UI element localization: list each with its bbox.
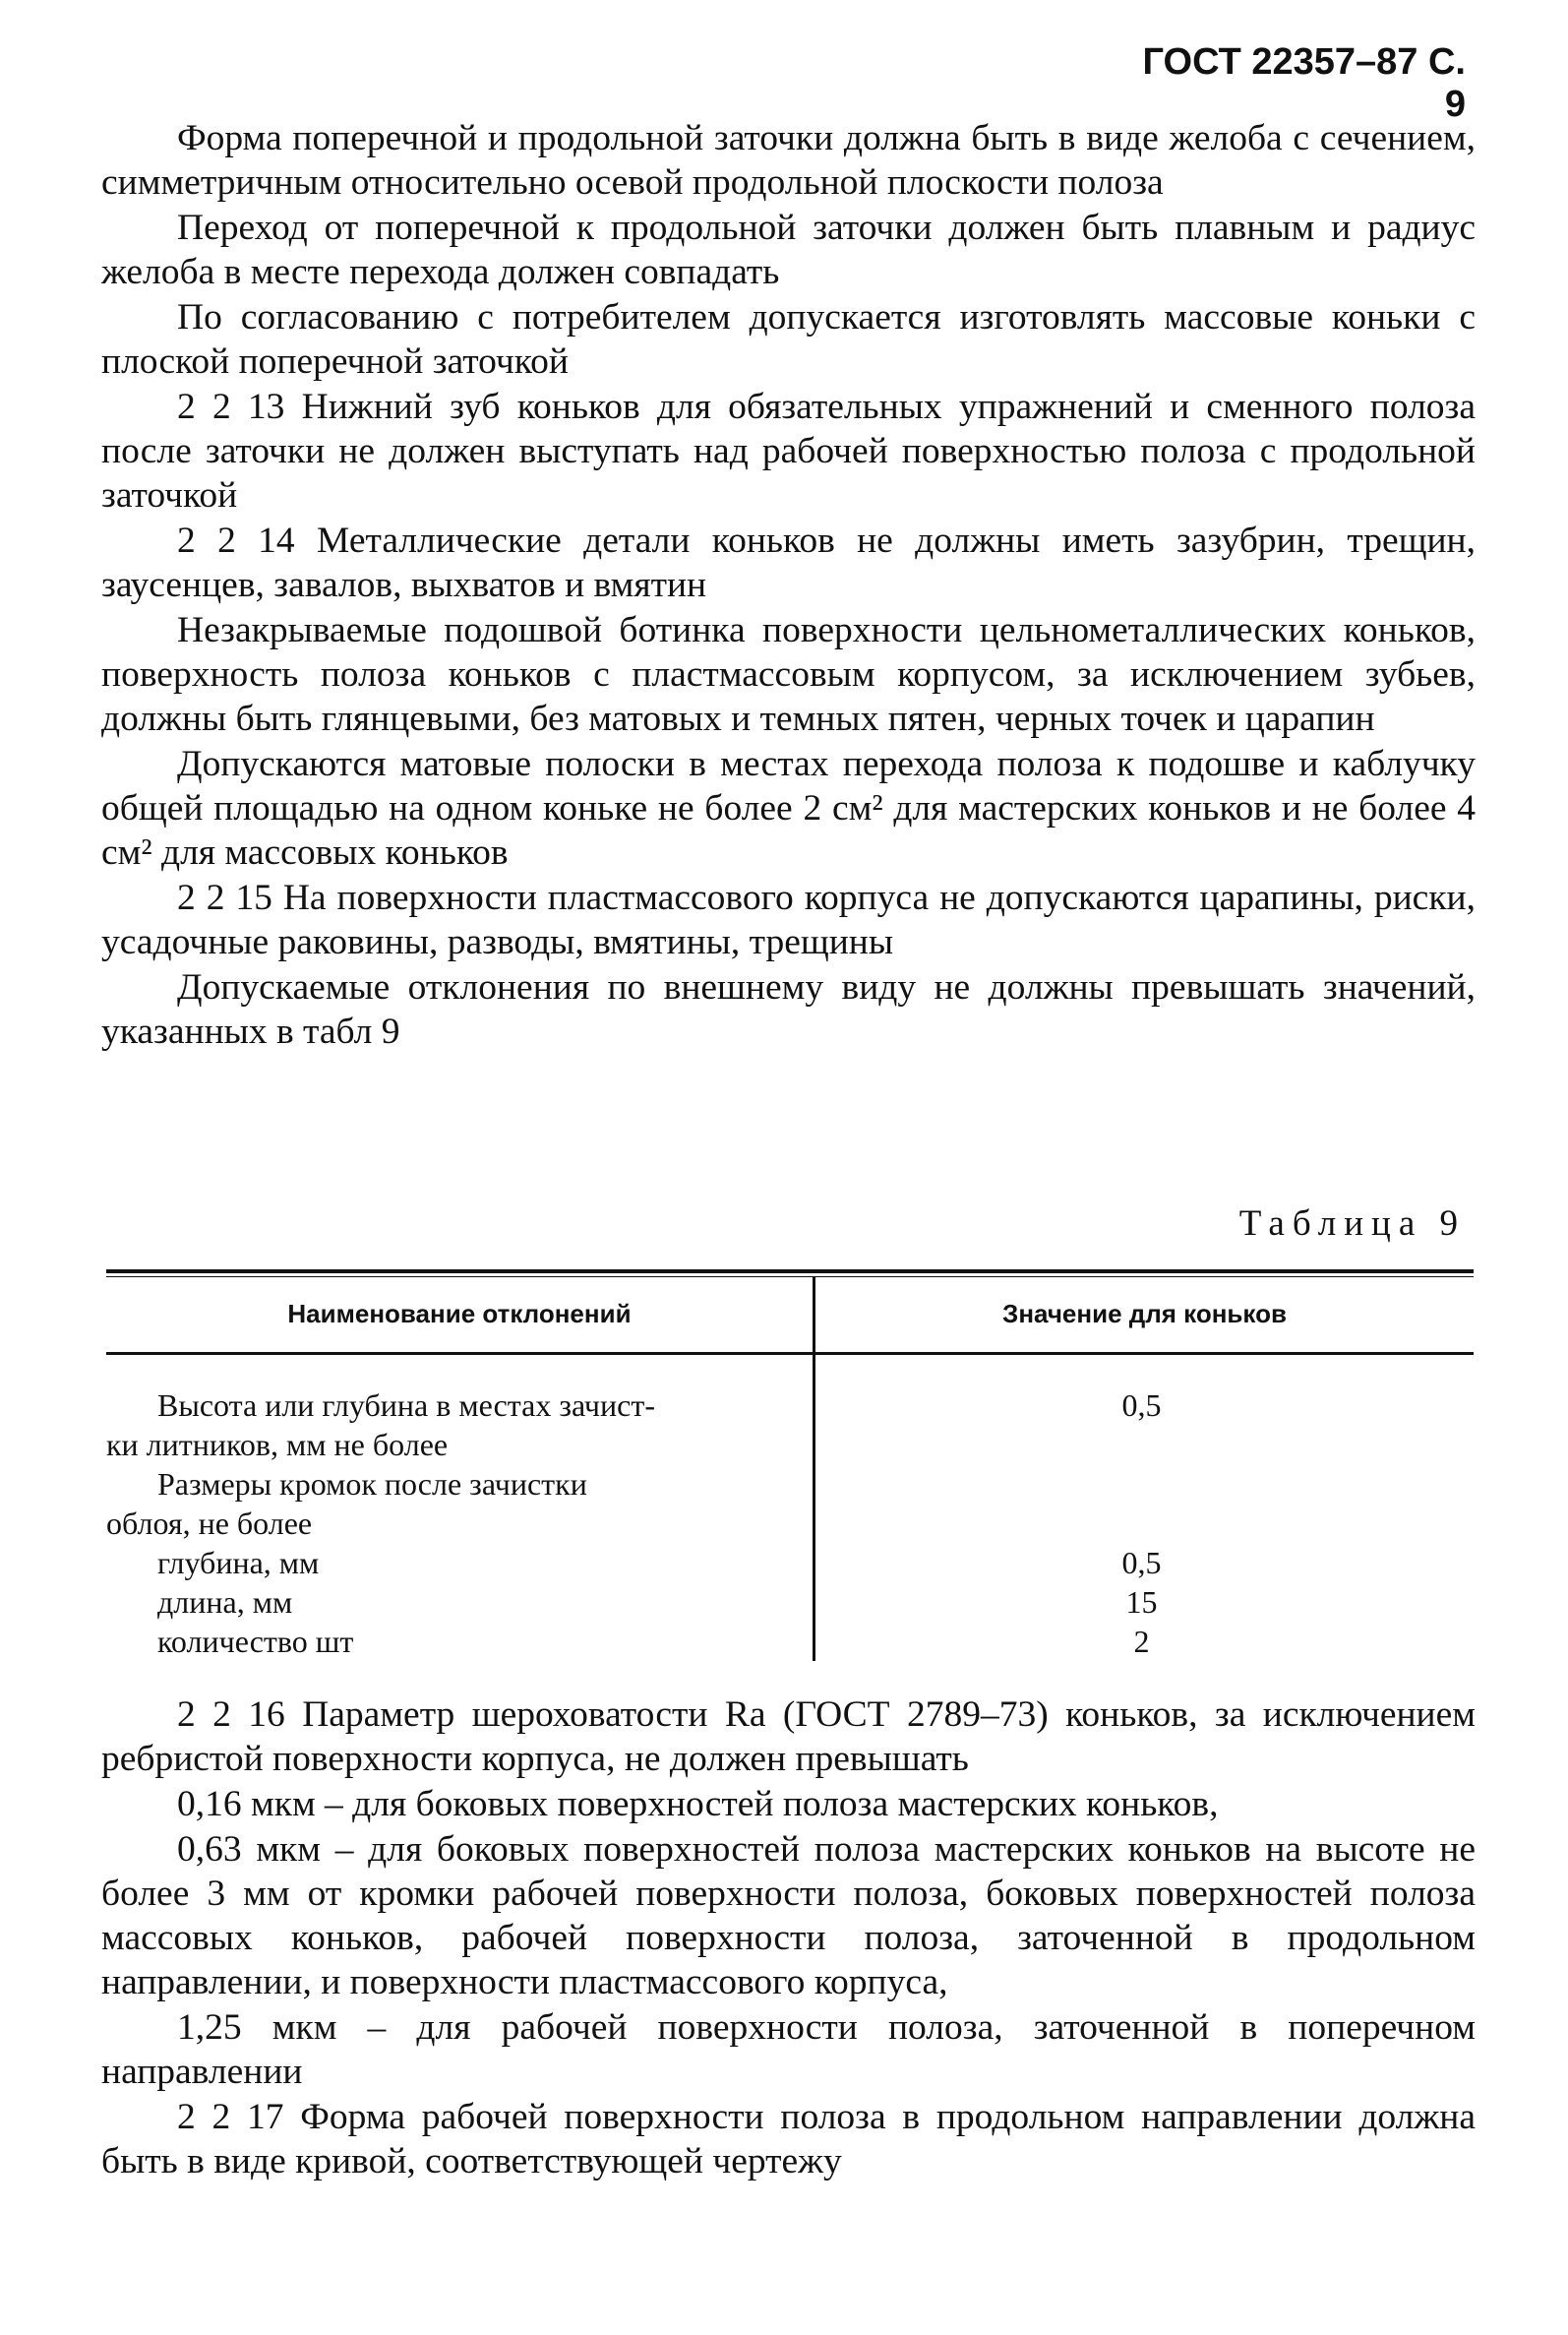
table-row (106, 1504, 1474, 1543)
paragraph: 2 2 15 На поверхности пластмассового корпуса не допускаются царапины, риски, усадочные раковины, разводы, вмятины, трещины (101, 878, 1476, 962)
table-row (106, 1464, 1474, 1504)
page-header: ГОСТ 22357–87 С. 9 (1142, 41, 1466, 125)
row-name: облоя, не более (106, 1505, 313, 1541)
body-text-bottom (101, 1692, 1476, 2183)
row-value (813, 1425, 1471, 1464)
paragraph: Форма поперечной и продольной заточки должна быть в виде желоба с сечением, симметричным относительно осевой продольной плоскости полоза (101, 118, 1476, 203)
table-rule (106, 1276, 1474, 1277)
paragraph: Незакрываемые подошвой ботинка поверхности цельнометаллических коньков, поверхность полоза коньков с пластмассовым корпусом, за исключением зубьев, должны быть глянцевыми, без матовых и темных пятен, черных точек и царапин (101, 610, 1476, 739)
paragraph: 2 2 13 Нижний зуб коньков для обязательных упражнений и сменного полоза после заточки не должен выступать над рабочей поверхностью полоза с продольной заточкой (101, 387, 1476, 516)
body-text-top (101, 116, 1476, 1054)
row-name: Размеры кромок после зачистки (157, 1466, 587, 1502)
paragraph: 1,25 мкм – для рабочей поверхности полоза, заточенной в поперечном направлении (101, 2007, 1476, 2092)
row-value: 15 (1125, 1584, 1158, 1620)
table-row (106, 1385, 1474, 1425)
table-row (106, 1543, 1474, 1582)
row-value: 0,5 (1121, 1545, 1162, 1580)
table-body (106, 1385, 1474, 1661)
paragraph: Допускаются матовые полоски в местах перехода полоза к подошве и каблучку общей площадью на одном коньке не более 2 см² для мастерских коньков и не более 4 см² для массовых коньков (101, 744, 1476, 873)
paragraph: Допускаемые отклонения по внешнему виду не должны превышать значений, указанных в табл 9 (101, 967, 1476, 1052)
paragraph: 2 2 16 Параметр шероховатости Rа (ГОСТ 2789–73) коньков, за исключением ребристой поверхности корпуса, не должен превышать (101, 1694, 1476, 1779)
deviation-table (106, 1269, 1474, 1661)
row-value (813, 1504, 1471, 1543)
paragraph: 2 2 14 Металлические детали коньков не должны иметь зазубрин, трещин, заусенцев, завалов, выхватов и вмятин (101, 521, 1476, 605)
row-value: 2 (1133, 1624, 1150, 1659)
table-rule (106, 1269, 1474, 1273)
row-value: 0,5 (1121, 1387, 1162, 1423)
table-row (106, 1622, 1474, 1661)
table-row (106, 1425, 1474, 1464)
paragraph: 0,16 мкм – для боковых поверхностей полоза мастерских коньков, (177, 1784, 1219, 1824)
paragraph: 0,63 мкм – для боковых поверхностей полоза мастерских коньков на высоте не более 3 мм от кромки рабочей поверхности полоза, боковых поверхностей полоза массовых коньков, рабочей поверхности полоза, заточенной в продольном направлении, и поверхности пластмассового корпуса, (101, 1829, 1476, 2002)
table-rule (106, 1352, 1474, 1355)
row-name: ки литников, мм не более (106, 1427, 449, 1462)
row-value (813, 1464, 1471, 1504)
paragraph: По согласованию с потребителем допускается изготовлять массовые коньки с плоской поперечной заточкой (101, 297, 1476, 382)
row-name: длина, мм (157, 1584, 293, 1620)
row-name: количество шт (157, 1624, 354, 1659)
column-header-name: Наименование отклонений (287, 1299, 632, 1328)
table-caption: Таблица 9 (1238, 1203, 1466, 1244)
table-row (106, 1582, 1474, 1622)
column-header-value: Значение для коньков (1002, 1299, 1287, 1328)
row-name: Высота или глубина в местах зачист- (157, 1387, 655, 1423)
paragraph: 2 2 17 Форма рабочей поверхности полоза в продольном направлении должна быть в виде кривой, соответствующей чертежу (101, 2097, 1476, 2181)
paragraph: Переход от поперечной к продольной заточки должен быть плавным и радиус желоба в месте перехода должен совпадать (101, 208, 1476, 292)
row-name: глубина, мм (157, 1545, 320, 1580)
